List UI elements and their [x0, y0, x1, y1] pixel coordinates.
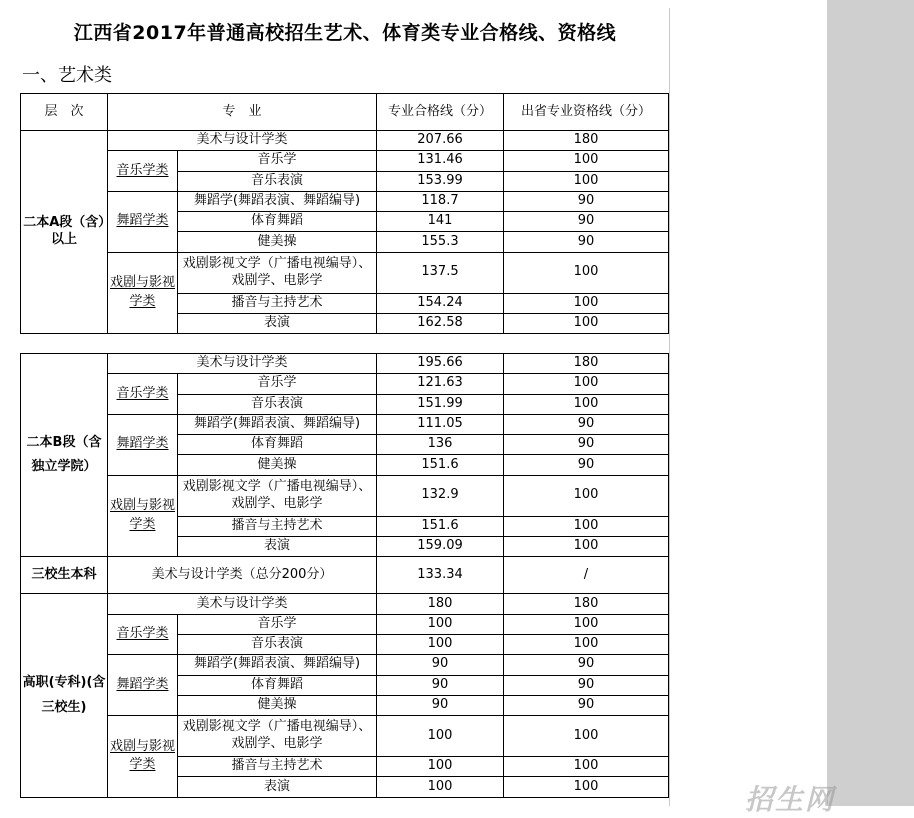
qual-line-value: 121.63: [377, 374, 504, 394]
major-cell: 健美操: [178, 455, 377, 475]
group-dance: 舞蹈学类: [108, 655, 178, 716]
group-drama: 戏剧与影视学类: [108, 475, 178, 557]
qual-line-value: 162.58: [377, 314, 504, 334]
qual-line-value: 180: [377, 594, 504, 614]
out-line-value: 180: [504, 131, 669, 151]
qual-line-value: 132.9: [377, 475, 504, 516]
major-cell: 戏剧影视文学（广播电视编导）、戏剧学、电影学: [178, 475, 377, 516]
qual-line-value: 141: [377, 212, 504, 232]
page-edge: [669, 8, 670, 806]
out-line-value: 100: [504, 171, 669, 191]
qual-line-value: 100: [377, 757, 504, 777]
qual-line-value: 131.46: [377, 151, 504, 171]
qual-line-value: 151.6: [377, 516, 504, 536]
out-line-value: 90: [504, 212, 669, 232]
table-row: [21, 594, 669, 614]
out-line-value: 100: [504, 151, 669, 171]
table-header-row: [21, 94, 669, 131]
table-row: [21, 655, 669, 675]
major-cell: 美术与设计学类: [108, 594, 377, 614]
group-music: 音乐学类: [108, 374, 178, 415]
table-level-a: [20, 93, 669, 334]
out-line-value: 100: [504, 777, 669, 797]
major-cell: 舞蹈学(舞蹈表演、舞蹈编导): [178, 655, 377, 675]
group-drama: 戏剧与影视学类: [108, 716, 178, 798]
level-a-cell: 二本A段（含）以上: [21, 131, 108, 334]
out-line-value: 100: [504, 757, 669, 777]
out-line-value: 90: [504, 191, 669, 211]
out-line-value: 100: [504, 314, 669, 334]
level-vocational-cell: 高职(专科)(含三校生): [21, 594, 108, 797]
table-row: [21, 475, 669, 516]
major-cell: 音乐表演: [178, 171, 377, 191]
qual-line-value: 100: [377, 716, 504, 757]
table-row: [21, 354, 669, 374]
group-music: 音乐学类: [108, 614, 178, 655]
qual-line-value: 137.5: [377, 252, 504, 293]
group-dance: 舞蹈学类: [108, 414, 178, 475]
out-line-value: 100: [504, 293, 669, 313]
major-cell: 表演: [178, 777, 377, 797]
major-cell: 美术与设计学类: [108, 131, 377, 151]
document-title: 江西省2017年普通高校招生艺术、体育类专业合格线、资格线: [73, 22, 617, 44]
out-line-value: 100: [504, 516, 669, 536]
table-row: [21, 151, 669, 171]
out-line-value: 100: [504, 394, 669, 414]
section-heading: 一、艺术类: [22, 65, 112, 86]
qual-line-value: 151.6: [377, 455, 504, 475]
major-cell: 体育舞蹈: [178, 675, 377, 695]
table-row: [21, 614, 669, 634]
out-line-value: 100: [504, 374, 669, 394]
out-line-value: 90: [504, 655, 669, 675]
header-out-line: 出省专业资格线（分）: [504, 94, 669, 131]
qual-line-value: 153.99: [377, 171, 504, 191]
major-cell: 舞蹈学(舞蹈表演、舞蹈编导): [178, 191, 377, 211]
major-cell: 戏剧影视文学（广播电视编导）、戏剧学、电影学: [178, 252, 377, 293]
table-level-b-vocational: [20, 353, 669, 798]
qual-line-value: 100: [377, 614, 504, 634]
table-row: [21, 414, 669, 434]
qual-line-value: 155.3: [377, 232, 504, 252]
table-row: [21, 557, 669, 594]
qual-line-value: 90: [377, 695, 504, 715]
qual-line-value: 90: [377, 675, 504, 695]
major-cell: 体育舞蹈: [178, 435, 377, 455]
out-line-value: 100: [504, 634, 669, 654]
table-row: [21, 131, 669, 151]
header-qual-line: 专业合格线（分）: [377, 94, 504, 131]
level-three-cell: 三校生本科: [21, 557, 108, 594]
major-cell: 美术与设计学类（总分200分）: [108, 557, 377, 594]
major-cell: 戏剧影视文学（广播电视编导）、戏剧学、电影学: [178, 716, 377, 757]
out-line-value: 90: [504, 695, 669, 715]
qual-line-value: 195.66: [377, 354, 504, 374]
qual-line-value: 136: [377, 435, 504, 455]
qual-line-value: 100: [377, 777, 504, 797]
table-row: [21, 374, 669, 394]
major-cell: 播音与主持艺术: [178, 757, 377, 777]
major-cell: 健美操: [178, 232, 377, 252]
qual-line-value: 90: [377, 655, 504, 675]
major-cell: 健美操: [178, 695, 377, 715]
qual-line-value: 118.7: [377, 191, 504, 211]
out-line-value: 100: [504, 614, 669, 634]
qual-line-value: 151.99: [377, 394, 504, 414]
qual-line-value: 133.34: [377, 557, 504, 594]
viewer-side-panel: [827, 0, 914, 806]
out-line-value: 100: [504, 475, 669, 516]
group-dance: 舞蹈学类: [108, 191, 178, 252]
out-line-value: 100: [504, 252, 669, 293]
table-row: [21, 191, 669, 211]
out-line-value: 90: [504, 414, 669, 434]
major-cell: 音乐学: [178, 151, 377, 171]
out-line-value: /: [504, 557, 669, 594]
out-line-value: 90: [504, 675, 669, 695]
out-line-value: 180: [504, 594, 669, 614]
watermark-logo: 招生网: [745, 783, 836, 816]
out-line-value: 100: [504, 537, 669, 557]
qual-line-value: 207.66: [377, 131, 504, 151]
group-drama: 戏剧与影视学类: [108, 252, 178, 334]
qual-line-value: 111.05: [377, 414, 504, 434]
qual-line-value: 154.24: [377, 293, 504, 313]
qual-line-value: 100: [377, 634, 504, 654]
major-cell: 音乐表演: [178, 394, 377, 414]
table-row: [21, 716, 669, 757]
table-row: [21, 252, 669, 293]
out-line-value: 180: [504, 354, 669, 374]
major-cell: 体育舞蹈: [178, 212, 377, 232]
major-cell: 播音与主持艺术: [178, 293, 377, 313]
out-line-value: 90: [504, 435, 669, 455]
major-cell: 播音与主持艺术: [178, 516, 377, 536]
level-b-cell: 二本B段（含独立学院）: [21, 354, 108, 557]
major-cell: 美术与设计学类: [108, 354, 377, 374]
out-line-value: 100: [504, 716, 669, 757]
header-major: 专 业: [108, 94, 377, 131]
out-line-value: 90: [504, 455, 669, 475]
major-cell: 音乐学: [178, 374, 377, 394]
major-cell: 音乐表演: [178, 634, 377, 654]
major-cell: 表演: [178, 314, 377, 334]
group-music: 音乐学类: [108, 151, 178, 192]
header-level: 层 次: [21, 94, 108, 131]
major-cell: 表演: [178, 537, 377, 557]
major-cell: 舞蹈学(舞蹈表演、舞蹈编导): [178, 414, 377, 434]
out-line-value: 90: [504, 232, 669, 252]
major-cell: 音乐学: [178, 614, 377, 634]
qual-line-value: 159.09: [377, 537, 504, 557]
